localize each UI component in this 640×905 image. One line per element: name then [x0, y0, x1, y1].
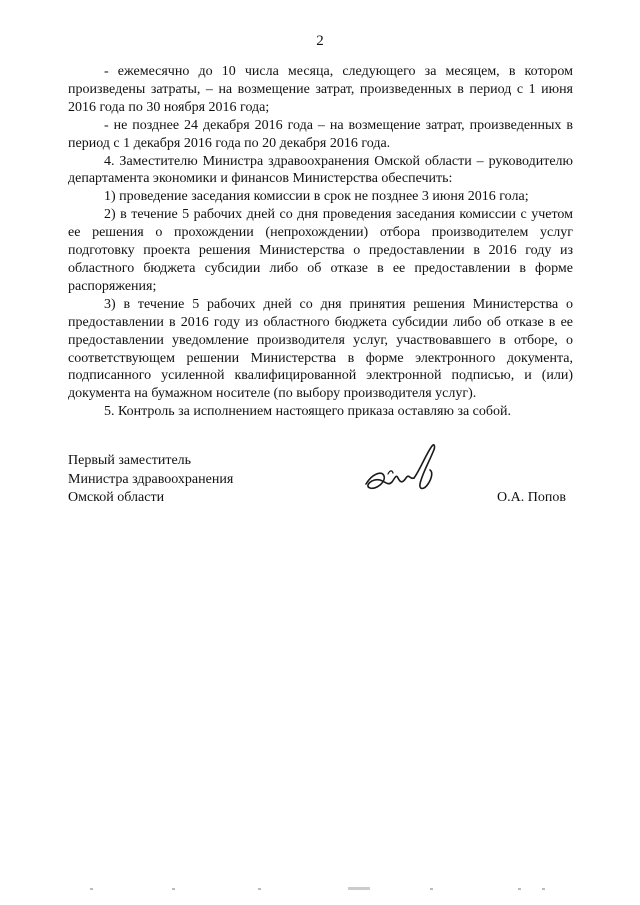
- signatory-title-line: Первый заместитель: [68, 453, 192, 468]
- signatory-title-line: Омской области: [68, 490, 165, 505]
- handwritten-signature: [362, 440, 440, 498]
- paragraph-item-4: 4. Заместителю Министра здравоохранения Омской области – руководителю департамента экономики и финансов Министерства обеспечить:: [68, 153, 573, 187]
- scan-artifact-marks: [90, 886, 550, 892]
- paragraph-subitem-1: 1) проведение заседания комиссии в срок не позднее 3 июня 2016 гола;: [104, 189, 529, 205]
- signer-name: О.А. Попов: [497, 490, 566, 505]
- paragraph-monthly-deadline: - ежемесячно до 10 числа месяца, следующего за месяцем, в котором произведены затраты, – на возмещение затрат, произведенных в период с 1 июня 2016 года по 30 ноября 2016 года;: [68, 64, 573, 115]
- signatory-title-line: Министра здравоохранения: [68, 471, 234, 487]
- paragraph-december-deadline: - не позднее 24 декабря 2016 года – на возмещение затрат, произведенных в период с 1 декабря 2016 года по 20 декабря 2016 года.: [68, 117, 573, 151]
- page-number: 2: [316, 33, 324, 49]
- paragraph-item-5: 5. Контроль за исполнением настоящего приказа оставляю за собой.: [104, 404, 512, 420]
- paragraph-subitem-2: 2) в течение 5 рабочих дней со дня проведения заседания комиссии с учетом ее решения о прохождении (непрохождении) отбора производителем услуг подготовку проекта решения Министерства о предоставлении в 2016 году из областного бюджета субсидии либо об отказе в ее предоставлении в форме распоряжения;: [68, 207, 573, 294]
- document-body: [68, 63, 573, 421]
- signatory-title: [68, 452, 233, 508]
- paragraph-subitem-3: 3) в течение 5 рабочих дней со дня принятия решения Министерства о предоставлении в 2016 году из областного бюджета субсидии либо об отказе в ее предоставлении уведомление производителя услуг, участвовавшего в отборе, о соответствующем решении Министерства в форме электронного документа, подписанного усиленной квалифицированной электронной подписью, и (или) документа на бумажном носителе (по выбору производителя услуг).: [68, 296, 573, 402]
